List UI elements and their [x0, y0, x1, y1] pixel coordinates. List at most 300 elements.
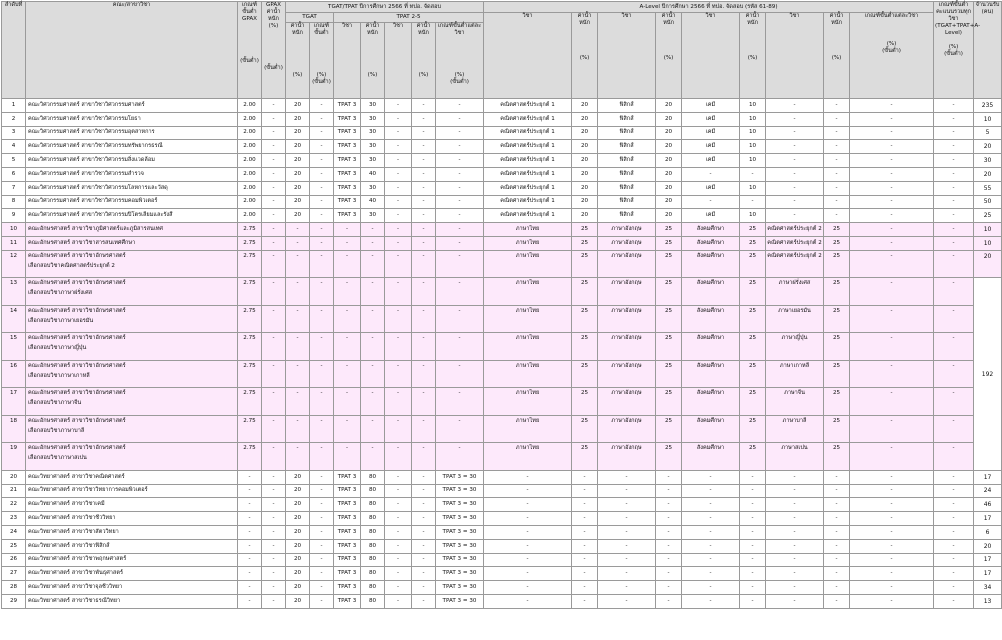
cell-s1w: -: [361, 305, 385, 333]
cell-a3w: 25: [740, 236, 766, 250]
row-faculty-name: [26, 415, 238, 443]
row-number: 28: [2, 581, 26, 595]
cell-gpax: -: [238, 594, 262, 608]
row-number: 26: [2, 553, 26, 567]
cell-s2w: -: [412, 99, 436, 113]
cell-a1w: 20: [572, 195, 598, 209]
cell-a4w: -: [824, 209, 850, 223]
cell-a4w: 25: [824, 278, 850, 306]
cell-a1w: 25: [572, 305, 598, 333]
cell-a2: -: [598, 470, 656, 484]
cell-a1w: 25: [572, 278, 598, 306]
cell-s2: -: [385, 278, 412, 306]
cell-tw: -: [286, 236, 310, 250]
cell-s1: -: [334, 333, 361, 361]
row-number: 12: [2, 250, 26, 278]
cell-s2w: -: [412, 250, 436, 278]
table-row: [2, 498, 1002, 512]
header-a-subject-2: วิชา: [598, 13, 656, 99]
cell-tm: -: [310, 539, 334, 553]
cell-seats: 24: [974, 484, 1002, 498]
header-overall-min: เกณฑ์ขั้นต่ำคะแนนรวมทุกวิชา (TGAT+TPAT+A-Level) (%) (ขั้นต่ำ): [934, 2, 974, 99]
cell-s1: TPAT 3: [334, 539, 361, 553]
faculty-line: คณะวิทยาศาสตร์ สาขาวิชาฟิสิกส์: [28, 542, 110, 549]
cell-s2w: -: [412, 512, 436, 526]
cell-a4: ภาษาเกาหลี: [766, 360, 824, 388]
cell-tpm: -: [436, 278, 484, 306]
cell-tpm: -: [436, 112, 484, 126]
faculty-line: คณะอักษรศาสตร์ สาขาวิชาอักษรศาสตร์: [28, 417, 126, 424]
cell-tw: 20: [286, 539, 310, 553]
cell-a1: -: [484, 594, 572, 608]
faculty-line: คณะอักษรศาสตร์ สาขาวิชาอักษรศาสตร์: [28, 307, 126, 314]
cell-s2: -: [385, 112, 412, 126]
cell-s2w: -: [412, 484, 436, 498]
cell-a2: ฟิสิกส์: [598, 140, 656, 154]
faculty-line: คณะอักษรศาสตร์ สาขาวิชาอักษรศาสตร์: [28, 280, 126, 287]
cell-gw: -: [262, 278, 286, 306]
cell-s1: -: [334, 278, 361, 306]
cell-s1: -: [334, 415, 361, 443]
cell-gw: -: [262, 470, 286, 484]
cell-a3w: -: [740, 553, 766, 567]
cell-s2w: -: [412, 525, 436, 539]
header-tpat-weight-1: ค่าน้ำหนัก (%): [361, 23, 385, 99]
cell-gw: -: [262, 525, 286, 539]
cell-a4: -: [766, 581, 824, 595]
cell-s1w: 30: [361, 209, 385, 223]
row-faculty-name: [26, 99, 238, 113]
cell-a1: คณิตศาสตร์ประยุกต์ 1: [484, 126, 572, 140]
cell-tm: -: [310, 305, 334, 333]
cell-s1: -: [334, 443, 361, 471]
cell-a4w: -: [824, 553, 850, 567]
cell-tm: -: [310, 223, 334, 237]
cell-am: -: [850, 250, 934, 278]
header-a-subject-1: วิชา: [484, 13, 572, 99]
cell-a3: สังคมศึกษา: [682, 305, 740, 333]
cell-am: -: [850, 484, 934, 498]
table-row: [2, 470, 1002, 484]
cell-s2: -: [385, 250, 412, 278]
cell-a1: คณิตศาสตร์ประยุกต์ 1: [484, 195, 572, 209]
cell-a1: ภาษาไทย: [484, 305, 572, 333]
row-faculty-name: [26, 443, 238, 471]
row-faculty-name: [26, 305, 238, 333]
cell-s2w: -: [412, 333, 436, 361]
faculty-line: คณะวิทยาศาสตร์ สาขาวิชาพันธุศาสตร์: [28, 570, 123, 577]
cell-tm: -: [310, 484, 334, 498]
cell-s1: TPAT 3: [334, 112, 361, 126]
cell-s2: -: [385, 484, 412, 498]
cell-gpax: 2.75: [238, 360, 262, 388]
cell-a2w: -: [656, 484, 682, 498]
cell-s2: -: [385, 209, 412, 223]
cell-s2: -: [385, 99, 412, 113]
cell-a4: ภาษาเยอรมัน: [766, 305, 824, 333]
cell-a3: เคมี: [682, 181, 740, 195]
cell-a1w: 25: [572, 223, 598, 237]
cell-gw: -: [262, 415, 286, 443]
cell-a2: -: [598, 512, 656, 526]
cell-s2: -: [385, 140, 412, 154]
cell-s2w: -: [412, 112, 436, 126]
cell-s1: TPAT 3: [334, 140, 361, 154]
cell-a1w: 20: [572, 181, 598, 195]
row-number: 25: [2, 539, 26, 553]
cell-a2w: 25: [656, 305, 682, 333]
cell-s2w: -: [412, 223, 436, 237]
cell-seats: 5: [974, 126, 1002, 140]
cell-a4: -: [766, 167, 824, 181]
cell-a1: -: [484, 484, 572, 498]
cell-tm: -: [310, 154, 334, 168]
header-tpat-subject-2: วิชา: [385, 23, 412, 99]
table-row: [2, 525, 1002, 539]
cell-s2: -: [385, 181, 412, 195]
cell-a1w: 20: [572, 99, 598, 113]
cell-a2: -: [598, 525, 656, 539]
cell-seats: 13: [974, 594, 1002, 608]
cell-a4w: 25: [824, 223, 850, 237]
cell-a1: ภาษาไทย: [484, 250, 572, 278]
cell-tm: -: [310, 167, 334, 181]
cell-s2: -: [385, 305, 412, 333]
cell-tpm: TPAT 3 = 30: [436, 567, 484, 581]
cell-s1w: 80: [361, 512, 385, 526]
cell-a2: -: [598, 594, 656, 608]
cell-a4: -: [766, 525, 824, 539]
cell-gpax: -: [238, 539, 262, 553]
cell-a2: ฟิสิกส์: [598, 154, 656, 168]
cell-a4: -: [766, 498, 824, 512]
cell-a2w: 20: [656, 126, 682, 140]
cell-s1w: -: [361, 360, 385, 388]
cell-a4: ภาษาญี่ปุ่น: [766, 333, 824, 361]
cell-a3: เคมี: [682, 112, 740, 126]
cell-am: -: [850, 539, 934, 553]
cell-tm: -: [310, 140, 334, 154]
cell-am: -: [850, 415, 934, 443]
cell-a4: -: [766, 539, 824, 553]
faculty-line: คณะวิศวกรรมศาสตร์ สาขาวิชาวิศวกรรมโลหการและวัสดุ: [28, 184, 168, 191]
cell-a4: คณิตศาสตร์ประยุกต์ 2: [766, 236, 824, 250]
cell-a3w: 10: [740, 154, 766, 168]
header-tgat-weight: ค่าน้ำหนัก (%): [286, 23, 310, 99]
cell-s1w: 30: [361, 140, 385, 154]
cell-a1w: 25: [572, 443, 598, 471]
cell-s1w: 30: [361, 112, 385, 126]
row-faculty-name: [26, 236, 238, 250]
cell-seats: 17: [974, 567, 1002, 581]
cell-a2: ฟิสิกส์: [598, 126, 656, 140]
cell-a3w: 25: [740, 388, 766, 416]
cell-seats: 55: [974, 181, 1002, 195]
faculty-line: คณะวิทยาศาสตร์ สาขาวิชาสัตววิทยา: [28, 528, 119, 535]
cell-tw: 20: [286, 195, 310, 209]
row-faculty-name: [26, 112, 238, 126]
cell-s1w: 80: [361, 567, 385, 581]
cell-s2: -: [385, 154, 412, 168]
table-row: [2, 250, 1002, 278]
cell-s1: -: [334, 236, 361, 250]
cell-a2w: 20: [656, 154, 682, 168]
cell-a2w: -: [656, 512, 682, 526]
cell-om: -: [934, 498, 974, 512]
cell-a3: สังคมศึกษา: [682, 388, 740, 416]
cell-s2w: -: [412, 181, 436, 195]
cell-seats: 20: [974, 539, 1002, 553]
row-number: 22: [2, 498, 26, 512]
cell-s1: TPAT 3: [334, 181, 361, 195]
row-faculty-name: [26, 167, 238, 181]
row-number: 27: [2, 567, 26, 581]
cell-am: -: [850, 512, 934, 526]
header-tgat-tpat-group: TGAT/TPAT ปีการศึกษา 2566 ที่ ทปอ. จัดสอบ: [286, 2, 484, 13]
cell-a2w: 20: [656, 209, 682, 223]
cell-tw: -: [286, 278, 310, 306]
header-gpax-weight: GPAX ค่าน้ำหนัก (%) (ขั้นต่ำ): [262, 2, 286, 99]
row-faculty-name: [26, 209, 238, 223]
row-faculty-name: [26, 140, 238, 154]
cell-seats: 50: [974, 195, 1002, 209]
cell-a2w: 20: [656, 181, 682, 195]
faculty-line: คณะอักษรศาสตร์ สาขาวิชาอักษรศาสตร์: [28, 445, 126, 452]
cell-gpax: 2.00: [238, 126, 262, 140]
table-row: [2, 167, 1002, 181]
cell-om: -: [934, 305, 974, 333]
cell-a4w: -: [824, 126, 850, 140]
cell-a4: ภาษาบาลี: [766, 415, 824, 443]
cell-a2: ภาษาอังกฤษ: [598, 415, 656, 443]
cell-a3: เคมี: [682, 99, 740, 113]
cell-s1w: -: [361, 443, 385, 471]
cell-gw: -: [262, 567, 286, 581]
cell-om: -: [934, 567, 974, 581]
cell-tw: -: [286, 388, 310, 416]
cell-a4w: -: [824, 498, 850, 512]
cell-a4w: -: [824, 181, 850, 195]
cell-a3w: 25: [740, 223, 766, 237]
row-number: 23: [2, 512, 26, 526]
cell-s1: TPAT 3: [334, 99, 361, 113]
cell-a4w: 25: [824, 236, 850, 250]
cell-a2: ภาษาอังกฤษ: [598, 443, 656, 471]
cell-a4: -: [766, 99, 824, 113]
cell-a3w: -: [740, 567, 766, 581]
cell-s2w: -: [412, 443, 436, 471]
cell-s2w: -: [412, 539, 436, 553]
cell-a2w: -: [656, 581, 682, 595]
cell-a4w: -: [824, 112, 850, 126]
row-faculty-name: [26, 470, 238, 484]
cell-am: -: [850, 525, 934, 539]
cell-om: -: [934, 360, 974, 388]
cell-a3w: -: [740, 539, 766, 553]
cell-s2w: -: [412, 140, 436, 154]
cell-gpax: 2.00: [238, 140, 262, 154]
cell-a1: ภาษาไทย: [484, 333, 572, 361]
cell-s2w: -: [412, 388, 436, 416]
cell-om: -: [934, 470, 974, 484]
cell-am: -: [850, 333, 934, 361]
table-row: [2, 195, 1002, 209]
table-row: [2, 388, 1002, 416]
cell-a4w: 25: [824, 360, 850, 388]
cell-tw: 20: [286, 99, 310, 113]
header-alevel-group: A-Level ปีการศึกษา 2566 ที่ ทปอ. จัดสอบ (รหัส 61-89): [484, 2, 934, 13]
cell-gpax: 2.75: [238, 250, 262, 278]
cell-tm: -: [310, 443, 334, 471]
cell-gpax: 2.00: [238, 167, 262, 181]
cell-om: -: [934, 209, 974, 223]
cell-tm: -: [310, 498, 334, 512]
row-number: 6: [2, 167, 26, 181]
cell-a1: -: [484, 553, 572, 567]
cell-s2w: -: [412, 126, 436, 140]
cell-om: -: [934, 195, 974, 209]
row-faculty-name: [26, 195, 238, 209]
faculty-line: คณะวิศวกรรมศาสตร์ สาขาวิชาวิศวกรรมคอมพิวเตอร์: [28, 198, 158, 205]
cell-seats: 30: [974, 154, 1002, 168]
cell-a1: ภาษาไทย: [484, 443, 572, 471]
cell-seats: 235: [974, 99, 1002, 113]
cell-s2w: -: [412, 415, 436, 443]
cell-tpm: -: [436, 154, 484, 168]
cell-tw: 20: [286, 140, 310, 154]
faculty-line: คณะวิศวกรรมศาสตร์ สาขาวิชาวิศวกรรมศาสตร์: [28, 101, 145, 108]
cell-tpm: TPAT 3 = 30: [436, 525, 484, 539]
faculty-line: คณะอักษรศาสตร์ สาขาวิชาอักษรศาสตร์: [28, 335, 126, 342]
header-a-weight-2: ค่าน้ำหนัก (%): [656, 13, 682, 99]
row-faculty-name: [26, 360, 238, 388]
faculty-line: คณะวิศวกรรมศาสตร์ สาขาวิชาวิศวกรรมโยธา: [28, 115, 141, 122]
cell-a4: -: [766, 195, 824, 209]
cell-a2: ฟิสิกส์: [598, 99, 656, 113]
cell-s2: -: [385, 360, 412, 388]
cell-a1w: -: [572, 512, 598, 526]
cell-s2w: -: [412, 305, 436, 333]
table-row: [2, 112, 1002, 126]
cell-a3: -: [682, 195, 740, 209]
cell-tpm: TPAT 3 = 30: [436, 553, 484, 567]
cell-tpm: -: [436, 250, 484, 278]
cell-gpax: 2.75: [238, 388, 262, 416]
cell-a4w: -: [824, 539, 850, 553]
cell-a1: ภาษาไทย: [484, 388, 572, 416]
cell-a2w: 20: [656, 195, 682, 209]
cell-a4w: -: [824, 99, 850, 113]
cell-s2w: -: [412, 553, 436, 567]
cell-gw: -: [262, 223, 286, 237]
cell-a4w: -: [824, 140, 850, 154]
faculty-subline: เลือกสอบวิชาภาษาบาลี: [28, 427, 85, 434]
cell-gpax: 2.75: [238, 443, 262, 471]
cell-a1: คณิตศาสตร์ประยุกต์ 1: [484, 167, 572, 181]
cell-a2w: -: [656, 539, 682, 553]
cell-tpm: -: [436, 388, 484, 416]
cell-a3: สังคมศึกษา: [682, 415, 740, 443]
cell-a4w: -: [824, 594, 850, 608]
cell-a3w: -: [740, 581, 766, 595]
cell-s2: -: [385, 388, 412, 416]
cell-om: -: [934, 154, 974, 168]
cell-gw: -: [262, 112, 286, 126]
cell-om: -: [934, 223, 974, 237]
row-number: 8: [2, 195, 26, 209]
cell-tw: -: [286, 305, 310, 333]
cell-a1: ภาษาไทย: [484, 360, 572, 388]
cell-seats: 20: [974, 167, 1002, 181]
cell-am: -: [850, 594, 934, 608]
row-number: 3: [2, 126, 26, 140]
cell-a4: -: [766, 594, 824, 608]
cell-s1w: 30: [361, 126, 385, 140]
cell-tm: -: [310, 195, 334, 209]
cell-a3w: -: [740, 470, 766, 484]
cell-a2: -: [598, 567, 656, 581]
cell-a3w: 10: [740, 126, 766, 140]
faculty-line: คณะอักษรศาสตร์ สาขาวิชาภูมิศาสตร์และภูมิสารสนเทศ: [28, 226, 163, 233]
cell-a3w: -: [740, 484, 766, 498]
cell-a1: -: [484, 525, 572, 539]
cell-s1w: -: [361, 415, 385, 443]
cell-gpax: -: [238, 553, 262, 567]
cell-tpm: -: [436, 181, 484, 195]
row-number: 29: [2, 594, 26, 608]
faculty-subline: เลือกสอบวิชาภาษาจีน: [28, 400, 82, 407]
cell-s1w: 80: [361, 498, 385, 512]
cell-a1w: -: [572, 594, 598, 608]
cell-s1: TPAT 3: [334, 581, 361, 595]
cell-gw: -: [262, 539, 286, 553]
table-row: [2, 181, 1002, 195]
cell-s1w: -: [361, 223, 385, 237]
cell-tm: -: [310, 553, 334, 567]
cell-s2w: -: [412, 567, 436, 581]
header-a-weight-4: ค่าน้ำหนัก (%): [824, 13, 850, 99]
cell-a3: สังคมศึกษา: [682, 333, 740, 361]
cell-a3: -: [682, 512, 740, 526]
cell-a2w: 20: [656, 167, 682, 181]
cell-s1: -: [334, 250, 361, 278]
cell-s1: TPAT 3: [334, 470, 361, 484]
cell-s2w: -: [412, 236, 436, 250]
cell-gpax: -: [238, 498, 262, 512]
cell-tpm: -: [436, 126, 484, 140]
row-number: 2: [2, 112, 26, 126]
cell-s2w: -: [412, 278, 436, 306]
cell-a4: -: [766, 553, 824, 567]
row-faculty-name: [26, 333, 238, 361]
cell-tm: -: [310, 388, 334, 416]
header-a-weight-3: ค่าน้ำหนัก (%): [740, 13, 766, 99]
cell-a2w: 25: [656, 333, 682, 361]
cell-a1w: 25: [572, 250, 598, 278]
cell-s2w: -: [412, 498, 436, 512]
cell-a1w: -: [572, 553, 598, 567]
cell-s1: TPAT 3: [334, 209, 361, 223]
cell-s1w: 80: [361, 581, 385, 595]
cell-gw: -: [262, 236, 286, 250]
cell-a1w: -: [572, 567, 598, 581]
table-header: [2, 2, 1002, 99]
cell-a4w: -: [824, 195, 850, 209]
row-faculty-name: [26, 525, 238, 539]
cell-tpm: TPAT 3 = 30: [436, 498, 484, 512]
cell-gw: -: [262, 99, 286, 113]
cell-s2: -: [385, 223, 412, 237]
